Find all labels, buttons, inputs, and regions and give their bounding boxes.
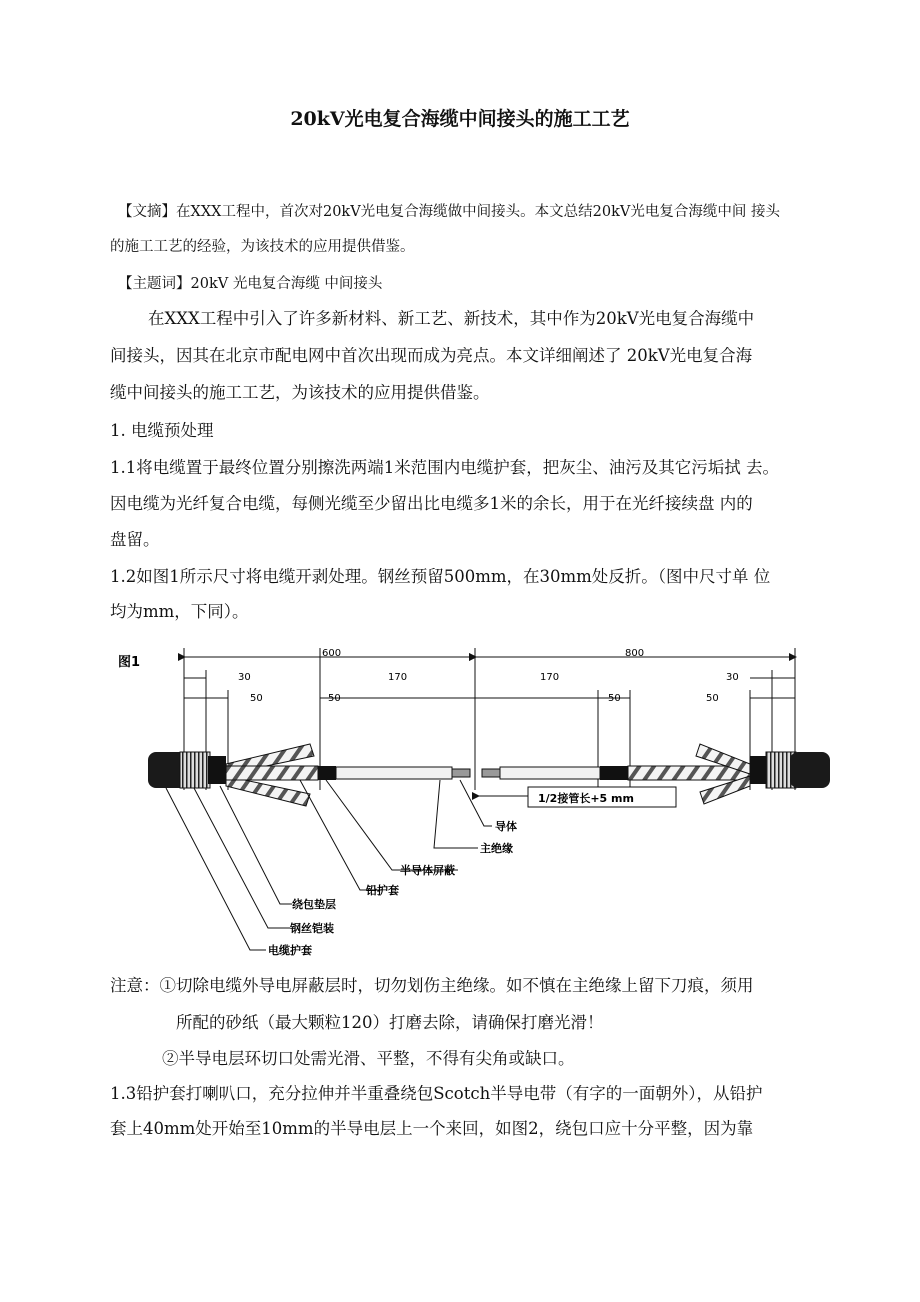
note-line-3: ②半导电层环切口处需光滑、平整，不得有尖角或缺口。 bbox=[162, 1049, 575, 1068]
para-1-3-line-2: 套上40mm处开始至10mm的半导电层上一个来回，如图2，绕包口应十分平整，因为靠 bbox=[110, 1119, 754, 1138]
dim-600: 600 bbox=[322, 648, 342, 659]
intro-line-1: 在XXX工程中引入了许多新材料、新工艺、新技术，其中作为20kV光电复合海缆中 bbox=[148, 309, 755, 328]
dim-50-right: 50 bbox=[706, 693, 719, 704]
abstract-line-1: 【文摘】在XXX工程中，首次对20kV光电复合海缆做中间接头。本文总结20kV光电复合海缆中间 接头 bbox=[118, 204, 780, 220]
dim-50-left: 50 bbox=[250, 693, 263, 704]
para-1-1-line-1: 1.1将电缆置于最终位置分别擦洗两端1米范围内电缆护套，把灰尘、油污及其它污垢拭 去。 bbox=[110, 458, 779, 477]
note-line-2: 所配的砂纸（最大颗粒120）打磨去除，请确保打磨光滑！ bbox=[176, 1013, 604, 1032]
label-conductor: 导体 bbox=[495, 820, 517, 833]
figure-label: 图1 bbox=[118, 655, 141, 670]
keywords: 【主题词】20kV 光电复合海缆 中间接头 bbox=[118, 276, 383, 292]
abstract-line-2: 的施工工艺的经验，为该技术的应用提供借鉴。 bbox=[110, 239, 415, 255]
dim-50-mid: 50 bbox=[328, 693, 341, 704]
dim-170-right: 170 bbox=[540, 672, 560, 683]
dim-30-left: 30 bbox=[238, 672, 251, 683]
intro-line-3: 缆中间接头的施工工艺，为该技术的应用提供借鉴。 bbox=[110, 383, 490, 402]
dim-50-mid-right: 50 bbox=[608, 693, 621, 704]
para-1-1-line-3: 盘留。 bbox=[110, 530, 160, 549]
figure-1 bbox=[110, 640, 830, 964]
page-title: 20kV光电复合海缆中间接头的施工工艺 bbox=[290, 108, 630, 130]
note-line-1: 注意：①切除电缆外导电屏蔽层时，切勿划伤主绝缘。如不慎在主绝缘上留下刀痕，须用 bbox=[110, 976, 754, 995]
section-1-heading: 1. 电缆预处理 bbox=[110, 421, 214, 440]
intro-line-2: 间接头，因其在北京市配电网中首次出现而成为亮点。本文详细阐述了 20kV光电复合海 bbox=[110, 346, 753, 365]
label-outer-sheath: 电缆护套 bbox=[268, 944, 312, 957]
dim-800: 800 bbox=[625, 648, 645, 659]
para-1-3-line-1: 1.3铅护套打喇叭口，充分拉伸并半重叠绕包Scotch半导电带（有字的一面朝外），从铅护 bbox=[110, 1084, 763, 1103]
label-semi-shield: 半导体屏蔽 bbox=[400, 864, 455, 877]
para-1-1-line-2: 因电缆为光纤复合电缆，每侧光缆至少留出比电缆多1米的余长，用于在光纤接续盘 内的 bbox=[110, 494, 753, 513]
label-steel-armor: 钢丝铠装 bbox=[290, 922, 334, 935]
label-bedding: 绕包垫层 bbox=[292, 898, 336, 911]
dim-30-right: 30 bbox=[726, 672, 739, 683]
dim-170-left: 170 bbox=[388, 672, 408, 683]
label-lead-sheath: 铅护套 bbox=[366, 884, 399, 897]
para-1-2-line-2: 均为mm，下同）。 bbox=[110, 602, 249, 621]
para-1-2-line-1: 1.2如图1所示尺寸将电缆开剥处理。钢丝预留500mm，在30mm处反折。（图中尺寸单 位 bbox=[110, 567, 771, 586]
sleeve-length-annotation: 1/2接管长+5 mm bbox=[538, 792, 634, 805]
label-main-insulation: 主绝缘 bbox=[480, 842, 513, 855]
